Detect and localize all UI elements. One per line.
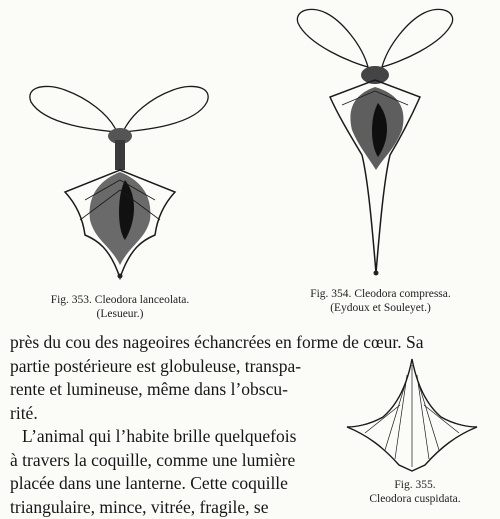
text-line: L’animal qui l’habite brille quelquefois — [10, 425, 424, 449]
body-text — [10, 331, 424, 519]
figure-353-number: Fig. 353. — [51, 294, 92, 306]
text-line: rité. — [10, 402, 424, 426]
figure-353-caption — [20, 293, 220, 321]
figure-354-name: Cleodora compressa. — [354, 288, 450, 300]
figure-354-caption — [283, 287, 478, 315]
figure-353-illustration — [25, 80, 215, 285]
text-line: placée dans une lanterne. Cette coquille — [10, 472, 424, 496]
figure-355-number: Fig. 355. — [345, 478, 485, 492]
text-line: près du cou des nageoires échancrées en forme de cœur. Sa — [10, 331, 424, 355]
figure-353-author: (Lesueur.) — [20, 307, 220, 321]
figure-354-number: Fig. 354. — [310, 288, 351, 300]
text-line: à travers la coquille, comme une lumière — [10, 449, 424, 473]
text-line: triangulaire, mince, vitrée, fragile, se — [10, 496, 424, 519]
text-line: partie postérieure est globuleuse, transpa- — [10, 355, 424, 379]
text-line: rente et lumineuse, même dans l’obscu- — [10, 378, 424, 402]
figure-354-author: (Eydoux et Souleyet.) — [283, 301, 478, 315]
figure-355-name: Cleodora cuspidata. — [345, 492, 485, 506]
figure-353-name: Cleodora lanceolata. — [95, 294, 190, 306]
figure-354-illustration — [290, 5, 460, 280]
